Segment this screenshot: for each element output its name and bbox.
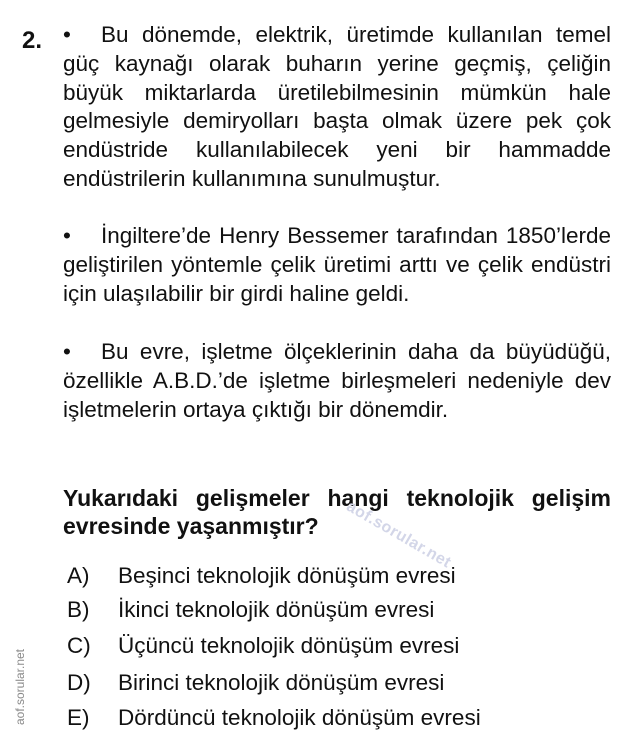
answer-option-a[interactable]	[67, 562, 456, 590]
option-letter: A)	[67, 563, 90, 588]
statement-text: Bu dönemde, elektrik, üretimde kullanılan temel güç kaynağı olarak buharın yerine geçmiş, çeliğin büyük miktarlarda üretilebilmesinin mümkün hale gelmesiyle demiryolları başta olmak üzere pek çok endüstride kullanılabilecek yeni bir hammadde endüstrilerin kullanımına sunulmuştur.	[63, 22, 611, 191]
option-text: İkinci teknolojik dönüşüm evresi	[118, 597, 435, 622]
statement-1	[63, 21, 611, 194]
statement-2	[63, 222, 611, 308]
question-number: 2.	[22, 27, 43, 54]
question-prompt: Yukarıdaki gelişmeler hangi teknolojik gelişim evresinde yaşanmıştır?	[63, 485, 611, 539]
answer-option-d[interactable]	[67, 669, 444, 697]
answer-option-b[interactable]	[67, 596, 434, 624]
bullet-icon: •	[63, 223, 71, 248]
answer-option-e[interactable]	[67, 704, 481, 732]
answer-option-c[interactable]	[67, 632, 459, 660]
statement-text: Bu evre, işletme ölçeklerinin daha da büyüdüğü, özellikle A.B.D.’de işletme birleşmeleri nedeniyle dev işletmelerin ortaya çıktığı bir dönemdir.	[63, 339, 611, 422]
option-text: Dördüncü teknolojik dönüşüm evresi	[118, 705, 481, 730]
option-text: Birinci teknolojik dönüşüm evresi	[118, 670, 445, 695]
option-letter: E)	[67, 705, 90, 730]
option-letter: D)	[67, 670, 91, 695]
bullet-icon: •	[63, 22, 71, 47]
side-watermark: aof.sorular.net	[13, 648, 27, 726]
statement-3	[63, 338, 611, 424]
option-letter: B)	[67, 597, 90, 622]
option-letter: C)	[67, 633, 91, 658]
option-text: Üçüncü teknolojik dönüşüm evresi	[118, 633, 460, 658]
option-text: Beşinci teknolojik dönüşüm evresi	[118, 563, 456, 588]
bullet-icon: •	[63, 339, 71, 364]
diagonal-watermark: aof.sorular.net	[343, 498, 454, 572]
statement-text: İngiltere’de Henry Bessemer tarafından 1850’lerde geliştirilen yöntemle çelik üretimi arttı ve çelik endüstri için ulaşılabilir bir girdi haline geldi.	[63, 223, 611, 306]
